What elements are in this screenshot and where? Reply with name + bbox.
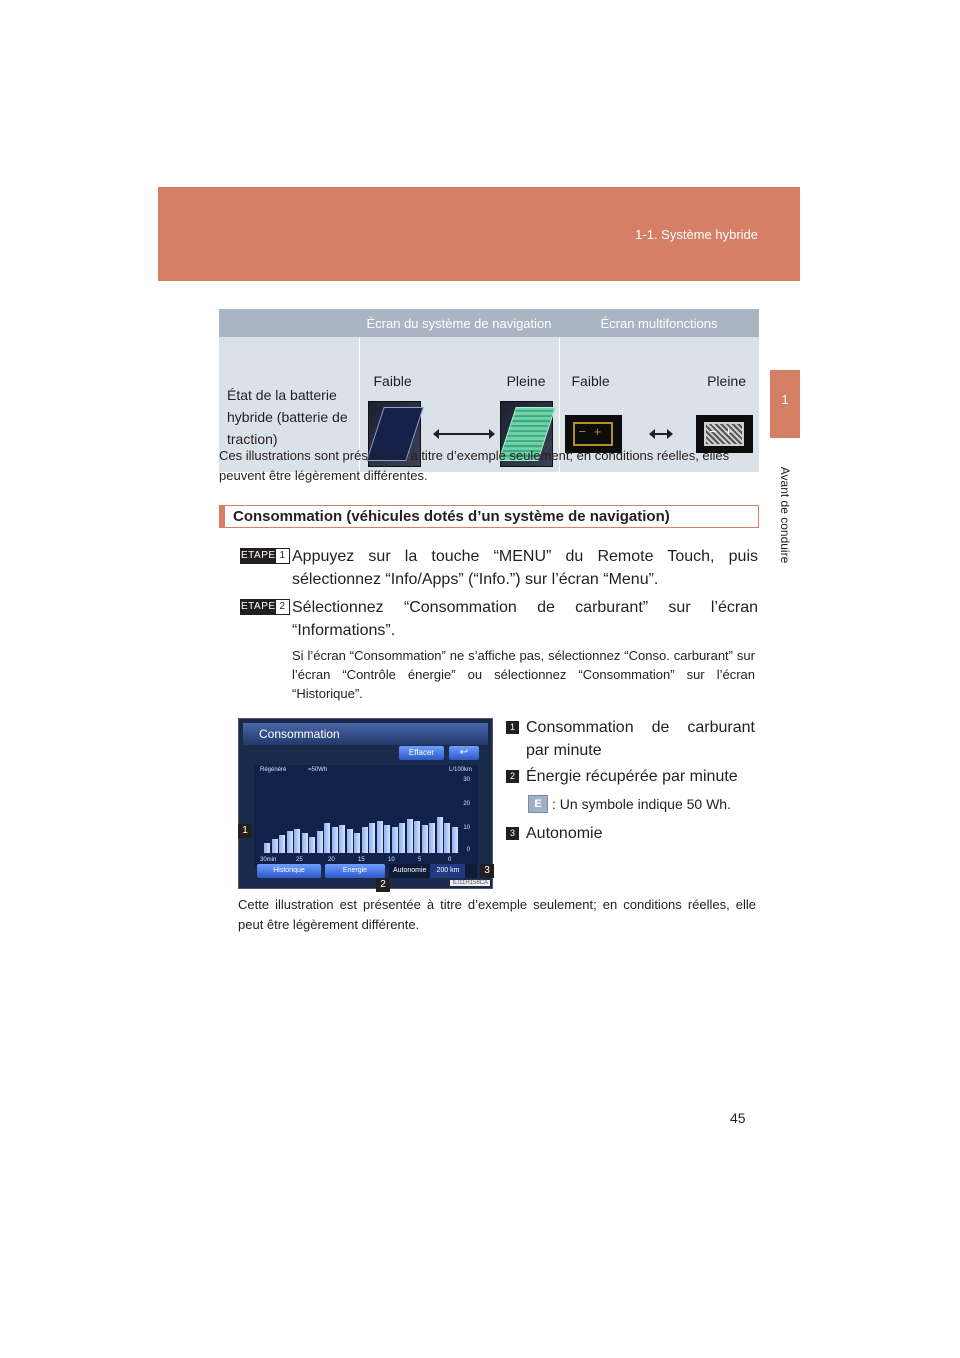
chapter-label-text: Avant de conduire bbox=[778, 466, 792, 564]
screen-title: Consommation bbox=[243, 723, 488, 745]
legend-item-2: 2 Énergie récupérée par minute bbox=[506, 765, 755, 789]
energy-symbol-icon: E bbox=[528, 795, 548, 813]
x-tick: 10 bbox=[388, 857, 395, 863]
screen-bar bbox=[452, 827, 458, 853]
screen-bar bbox=[332, 827, 338, 853]
screen-bar bbox=[264, 843, 270, 853]
screen-bar bbox=[422, 825, 428, 853]
screen-bar bbox=[324, 823, 330, 853]
multi-low-label: Faible bbox=[571, 373, 610, 389]
nav-low-label: Faible bbox=[373, 373, 412, 389]
screen-bar bbox=[384, 825, 390, 853]
screen-bar bbox=[317, 831, 323, 853]
screen-bar bbox=[309, 837, 315, 853]
screen-bar bbox=[302, 833, 308, 853]
energy-symbol-note: : Un symbole indique 50 Wh. bbox=[552, 796, 731, 812]
legend-item-3: 3 Autonomie bbox=[506, 822, 755, 846]
page-number: 45 bbox=[730, 1110, 746, 1126]
y-tick: 10 bbox=[463, 825, 470, 831]
screen-bar bbox=[339, 825, 345, 853]
image-id: ILI11H158CA bbox=[452, 880, 488, 886]
table-header-multi: Écran multifonctions bbox=[559, 309, 759, 337]
callout-3: 3 bbox=[480, 864, 494, 878]
screen-energy-button: Energie bbox=[325, 864, 385, 878]
legend-text-2: Énergie récupérée par minute bbox=[526, 768, 738, 785]
screen-back-icon: ↩ bbox=[449, 746, 479, 760]
step-2-badge: ETAPE 2 bbox=[240, 599, 290, 615]
legend-item-1: 1 Consommation de carburant par minute bbox=[506, 716, 755, 762]
step-2-note: Si l’écran “Consommation” ne s’affiche pas, sélectionnez “Conso. carburant” sur l’écran “Contrôle énergie” ou sélectionnez “Consommation” sur l’écran “Historique”. bbox=[292, 648, 755, 701]
screen-bar bbox=[294, 829, 300, 853]
y-tick: 30 bbox=[463, 777, 470, 783]
screen-bar bbox=[399, 823, 405, 853]
screen-bar bbox=[272, 839, 278, 853]
screen-bar bbox=[444, 823, 450, 853]
screen-unit: L/100km bbox=[448, 767, 472, 773]
screen-bar bbox=[369, 823, 375, 853]
legend-text-3: Autonomie bbox=[526, 825, 603, 842]
x-tick: 15 bbox=[358, 857, 365, 863]
screen-bar bbox=[347, 829, 353, 853]
step-2-text: Sélectionnez “Consommation de carburant” sur l’écran “Informations”. bbox=[292, 599, 758, 639]
illustration-note: Ces illustrations sont présentées à titre d’exemple seulement; en conditions réelles, elles peuvent être légèrement différentes. bbox=[219, 448, 730, 483]
double-arrow-icon bbox=[436, 433, 492, 435]
screen-chart bbox=[254, 765, 478, 867]
y-tick: 20 bbox=[463, 801, 470, 807]
x-tick: 25 bbox=[296, 857, 303, 863]
nav-high-label: Pleine bbox=[506, 373, 546, 389]
section-heading: Consommation (véhicules dotés d’un système de navigation) bbox=[219, 505, 759, 528]
screen-clear-button: Effacer bbox=[399, 746, 444, 760]
screen-bar bbox=[287, 831, 293, 853]
screen-bar bbox=[354, 833, 360, 853]
x-tick: 0 bbox=[448, 857, 452, 863]
header-band bbox=[158, 187, 800, 281]
x-tick: 20 bbox=[328, 857, 335, 863]
step-1-text: Appuyez sur la touche “MENU” du Remote Touch, puis sélectionnez “Info/Apps” (“Info.”) sur l’écran “Menu”. bbox=[292, 548, 758, 588]
table-header-nav: Écran du système de navigation bbox=[359, 309, 559, 337]
chapter-tab: 1 bbox=[770, 370, 800, 438]
screen-bar bbox=[392, 827, 398, 853]
screen-range: Autonomie 200 km bbox=[389, 864, 477, 878]
screen-bar bbox=[377, 821, 383, 853]
multi-high-label: Pleine bbox=[707, 373, 746, 389]
legend-text-1: Consommation de carburant par minute bbox=[526, 719, 755, 759]
table-row-label: État de la batterie hybride (batterie de traction) bbox=[219, 337, 359, 472]
chapter-label bbox=[776, 448, 794, 588]
x-tick: 30min bbox=[260, 857, 277, 863]
screen-bar bbox=[414, 821, 420, 853]
step-1-badge: ETAPE 1 bbox=[240, 548, 290, 564]
screen-bar bbox=[437, 817, 443, 853]
section-title-header: 1-1. Système hybride bbox=[635, 227, 758, 242]
screen-bar bbox=[279, 835, 285, 853]
callout-1: 1 bbox=[238, 824, 252, 838]
screen-bar bbox=[429, 823, 435, 853]
callout-2: 2 bbox=[376, 878, 390, 892]
consumption-screen-image bbox=[238, 718, 493, 889]
x-tick: 5 bbox=[418, 857, 422, 863]
screen-bar bbox=[407, 819, 413, 853]
y-tick: 0 bbox=[466, 847, 470, 853]
screen-regen-label: Régénéré bbox=[260, 767, 287, 773]
illustration-note-2: Cette illustration est présentée à titre d’exemple seulement; en conditions réelles, elle peut être légèrement différente. bbox=[238, 897, 756, 932]
double-arrow-icon bbox=[652, 433, 670, 435]
screen-bar bbox=[362, 827, 368, 853]
table-header-empty bbox=[219, 309, 359, 337]
screen-history-button: Historique bbox=[257, 864, 321, 878]
screen-regen-unit: =50Wh bbox=[308, 767, 328, 773]
